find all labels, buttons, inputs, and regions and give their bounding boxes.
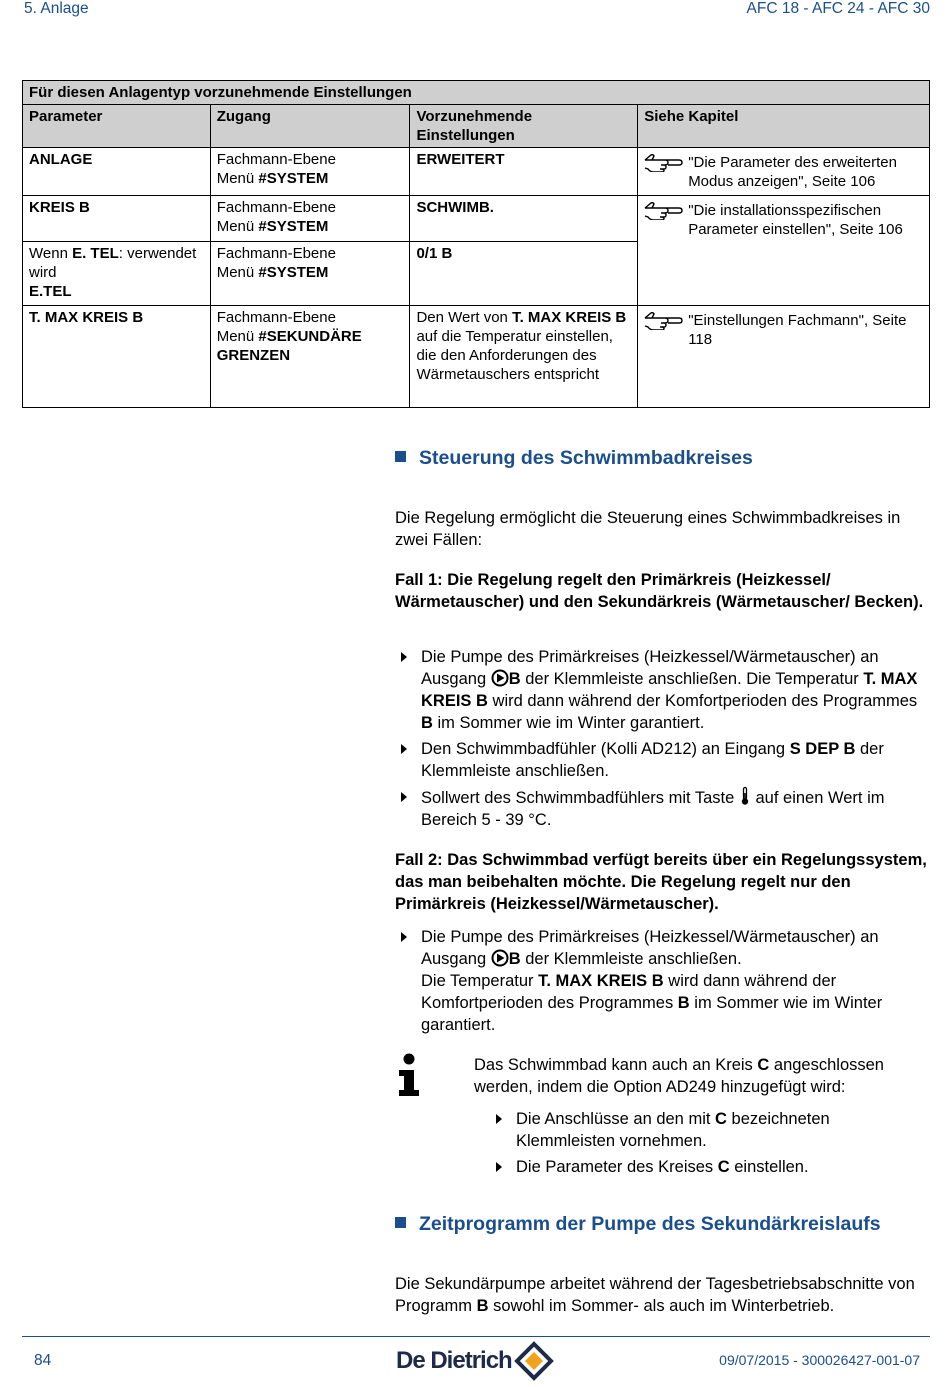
- triangle-bullet-icon: [401, 744, 407, 754]
- access-level: Fachmann-Ebene: [216, 199, 336, 216]
- text: B: [421, 714, 433, 732]
- column-header: Parameter: [23, 105, 211, 148]
- case1-list: [395, 646, 930, 835]
- footer-divider: [22, 1336, 930, 1337]
- section-heading: [395, 447, 753, 470]
- info-note: [474, 1054, 930, 1098]
- table-header-row: [23, 105, 930, 148]
- info-icon: [396, 1053, 422, 1097]
- setting-cell: 0/1 B: [410, 241, 638, 305]
- setting-prefix: Den Wert von: [416, 308, 513, 326]
- document-reference: 09/07/2015 - 300026427-001-07: [719, 1352, 920, 1368]
- text: wird dann während der Komfortperioden des Programmes: [487, 692, 918, 710]
- access-cell: [210, 241, 410, 305]
- text: der Klemmleiste anschließen. Die Temperatur: [520, 670, 864, 688]
- chapter-ref[interactable]: [644, 153, 923, 191]
- access-cell: [210, 196, 410, 242]
- table-row: [23, 148, 930, 196]
- text: Die Pumpe des Primärkreises (Heizkessel/Wärmetauscher) an Ausgang: [421, 928, 879, 968]
- chapter-ref[interactable]: [644, 201, 923, 239]
- access-level: Fachmann-Ebene: [216, 151, 336, 168]
- access-cell: [210, 148, 410, 196]
- access-menu-prefix: Menü: [216, 170, 259, 187]
- column-header: Siehe Kapitel: [638, 105, 930, 148]
- pump-output-icon: [491, 669, 509, 687]
- list-item: [490, 1156, 930, 1178]
- brand-logo-text: De Dietrich: [396, 1347, 512, 1374]
- setting-cell: SCHWIMB.: [410, 196, 638, 242]
- text: bezeichneten Klemmleisten vornehmen.: [516, 1110, 830, 1150]
- text: B: [476, 1297, 489, 1315]
- section-heading-text: Steuerung des Schwimmbadkreises: [419, 447, 753, 469]
- triangle-bullet-icon: [401, 792, 407, 802]
- list-item: [395, 738, 930, 782]
- chapter-cell: [638, 196, 930, 242]
- table-row: [23, 305, 930, 407]
- product-header: AFC 18 - AFC 24 - AFC 30: [746, 0, 930, 17]
- text: C: [715, 1110, 727, 1128]
- thermometer-icon: [739, 786, 751, 806]
- param-cell: T. MAX KREIS B: [23, 305, 211, 407]
- text: Die Temperatur: [421, 972, 539, 990]
- text: S DEP B: [789, 740, 856, 758]
- section-heading-text: Zeitprogramm der Pumpe des Sekundärkreislaufs: [419, 1213, 881, 1235]
- pointing-hand-icon: [644, 202, 684, 220]
- text: C: [717, 1158, 730, 1176]
- list-item: [490, 1108, 930, 1152]
- column-header: Zugang: [210, 105, 410, 148]
- param-cell: ANLAGE: [23, 148, 211, 196]
- param-mid: : verwendet wird: [29, 244, 197, 281]
- access-menu-prefix: Menü: [216, 218, 259, 235]
- chapter-cell: [638, 241, 930, 305]
- text: der Klemmleiste anschließen.: [421, 740, 884, 780]
- access-menu: #SEKUNDÄRE GRENZEN: [216, 327, 362, 364]
- table-title: Für diesen Anlagentyp vorzunehmende Einstellungen: [23, 81, 930, 105]
- pump-schedule-paragraph: [395, 1273, 930, 1317]
- table-title-row: [23, 81, 930, 105]
- brand-mark-icon: [514, 1341, 554, 1381]
- case2-list: [395, 926, 930, 1040]
- access-menu: #SYSTEM: [258, 170, 329, 187]
- pump-output-icon: [491, 949, 509, 967]
- text: angeschlossen werden, indem die Option AD249 hinzugefügt wird:: [474, 1056, 884, 1096]
- triangle-bullet-icon: [401, 932, 407, 942]
- section-heading: [395, 1213, 881, 1236]
- param-cell: [23, 241, 211, 305]
- text: im Sommer wie im Winter garantiert.: [432, 714, 705, 732]
- text: Die Anschlüsse an den mit: [516, 1110, 716, 1128]
- text: einstellen.: [729, 1158, 809, 1176]
- text: auf einen Wert im Bereich 5 - 39 °C.: [421, 789, 885, 829]
- param-cell: KREIS B: [23, 196, 211, 242]
- square-bullet-icon: [395, 1217, 406, 1228]
- brand-logo: [396, 1341, 554, 1381]
- page-number: 84: [34, 1352, 52, 1369]
- text: Sollwert des Schwimmbadfühlers mit Taste: [421, 789, 739, 807]
- list-item: [395, 646, 930, 734]
- setting-suffix: auf die Temperatur einstellen, die den Anforderungen des Wärmetauschers entspricht: [416, 327, 613, 383]
- text: Das Schwimmbad kann auch an Kreis: [474, 1056, 758, 1074]
- text: C: [757, 1056, 770, 1074]
- setting-cell: ERWEITERT: [410, 148, 638, 196]
- triangle-bullet-icon: [496, 1162, 502, 1172]
- section-header: 5. Anlage: [24, 0, 89, 17]
- text: T. MAX KREIS B: [538, 972, 664, 990]
- info-list: [490, 1108, 930, 1182]
- triangle-bullet-icon: [496, 1114, 502, 1124]
- chapter-ref-text: "Die Parameter des erweiterten Modus anzeigen", Seite 106: [688, 154, 897, 190]
- access-menu-prefix: Menü: [216, 263, 259, 281]
- text: B: [677, 994, 690, 1012]
- triangle-bullet-icon: [401, 652, 407, 662]
- case2-heading: Fall 2: Das Schwimmbad verfügt bereits über ein Regelungssystem, das man beibehalten möchte. Die Regelung regelt nur den Primärkreis (Heizkessel/Wärmetauscher).: [395, 851, 927, 913]
- chapter-ref-text: "Einstellungen Fachmann", Seite 118: [688, 311, 907, 348]
- setting-bold: T. MAX KREIS B: [512, 308, 627, 326]
- setting-cell: [410, 305, 638, 407]
- access-menu: #SYSTEM: [258, 218, 329, 235]
- text: der Klemmleiste anschließen.: [520, 950, 742, 968]
- access-menu: #SYSTEM: [258, 263, 329, 281]
- column-header: Vorzunehmende Einstellungen: [410, 105, 638, 148]
- text: Den Schwimmbadfühler (Kolli AD212) an Eingang: [421, 740, 790, 758]
- chapter-cell: [638, 148, 930, 196]
- case1-heading: Fall 1: Die Regelung regelt den Primärkreis (Heizkessel/ Wärmetauscher) und den Sekundärkreis (Wärmetauscher/ Becken).: [395, 571, 924, 611]
- table-row: [23, 196, 930, 242]
- text: T. MAX KREIS B: [421, 670, 918, 710]
- access-cell: [210, 305, 410, 407]
- param-prefix: Wenn: [29, 244, 73, 262]
- param-bold: E. TEL: [72, 244, 119, 262]
- access-level: Fachmann-Ebene: [216, 244, 336, 262]
- pointing-hand-icon: [644, 154, 684, 172]
- chapter-ref[interactable]: [644, 311, 923, 349]
- text: B: [508, 670, 521, 688]
- text: wird dann während der Komfortperioden des Programmes: [421, 972, 837, 1012]
- list-item: [395, 786, 930, 831]
- text: Die Pumpe des Primärkreises (Heizkessel/Wärmetauscher) an Ausgang: [421, 648, 879, 688]
- text: Die Sekundärpumpe arbeitet während der Tagesbetriebsabschnitte von Programm: [395, 1275, 915, 1315]
- square-bullet-icon: [395, 451, 406, 462]
- text: B: [508, 950, 521, 968]
- chapter-cell: [638, 305, 930, 407]
- pointing-hand-icon: [644, 312, 684, 330]
- access-menu-prefix: Menü: [216, 327, 259, 345]
- list-item: [395, 926, 930, 1036]
- intro-paragraph: Die Regelung ermöglicht die Steuerung eines Schwimmbadkreises in zwei Fällen:: [395, 509, 901, 549]
- table-row: [23, 241, 930, 305]
- text: sowohl im Sommer- als auch im Winterbetrieb.: [488, 1297, 835, 1315]
- settings-table: [22, 80, 930, 408]
- access-level: Fachmann-Ebene: [216, 308, 336, 326]
- param-bold: E.TEL: [29, 282, 72, 300]
- text: Die Parameter des Kreises: [516, 1158, 718, 1176]
- chapter-ref-text: "Die installationsspezifischen Parameter einstellen", Seite 106: [688, 202, 903, 238]
- text: im Sommer wie im Winter garantiert.: [421, 994, 883, 1034]
